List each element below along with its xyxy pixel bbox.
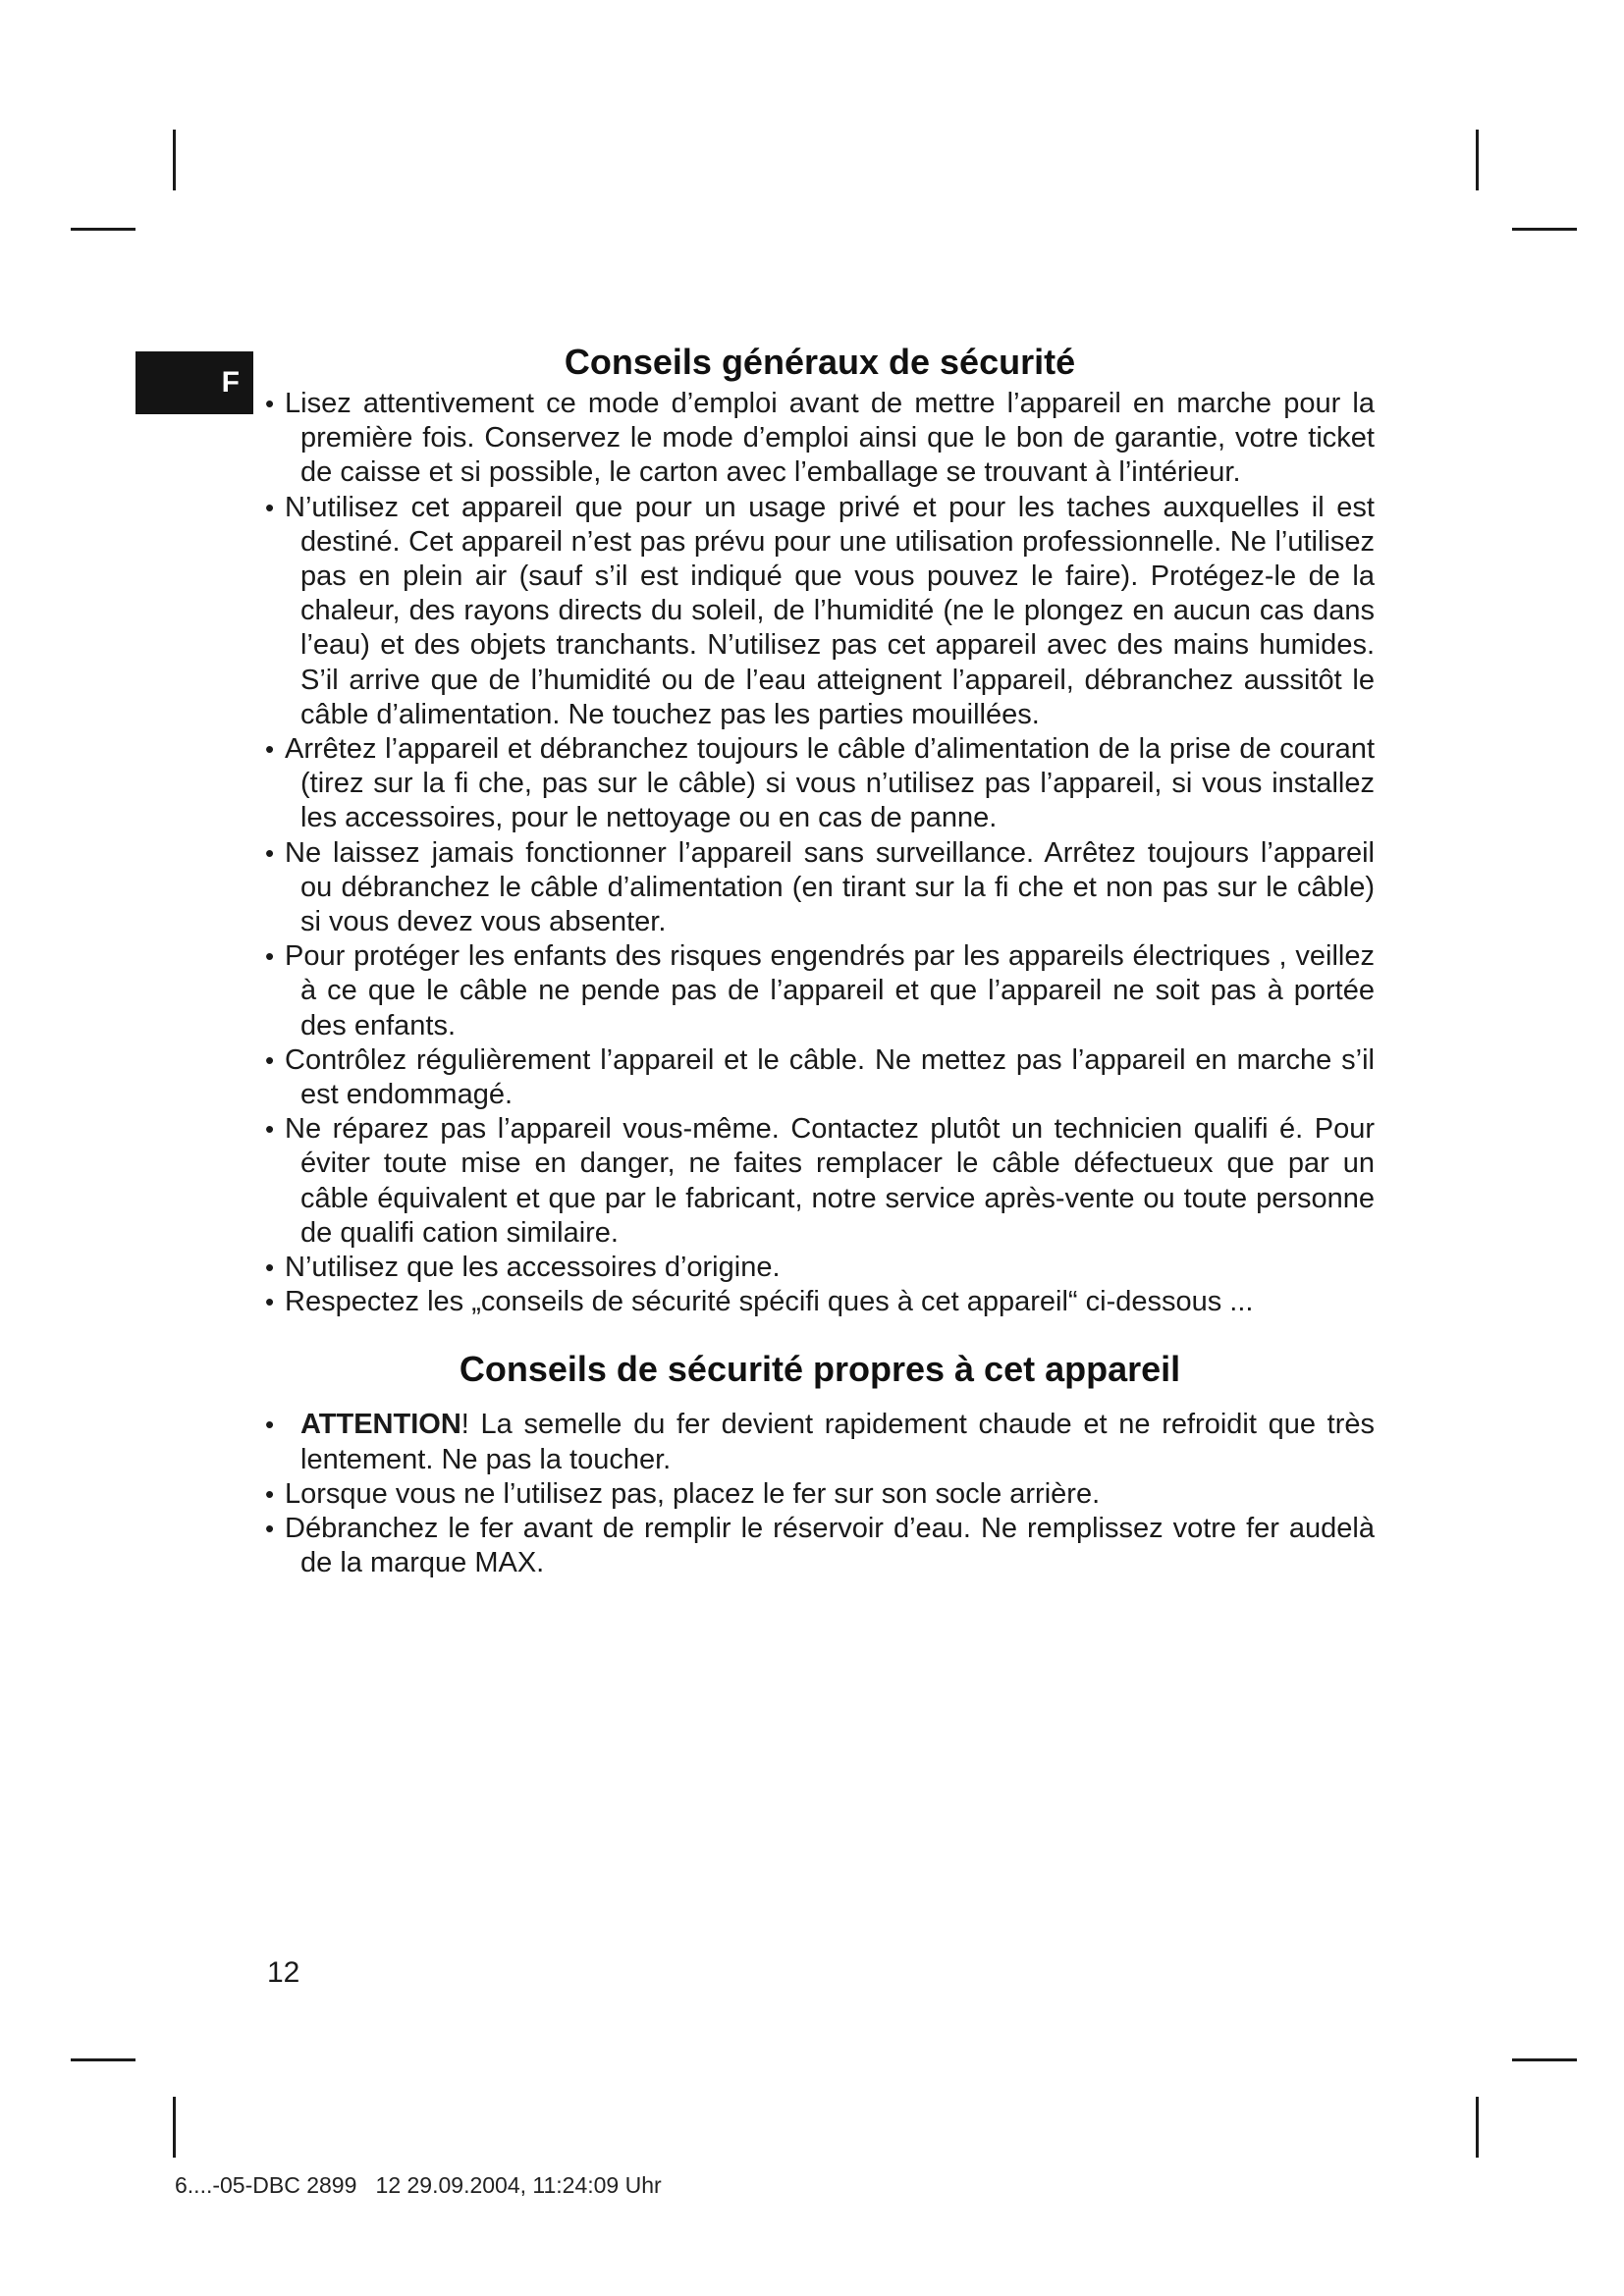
bullet-icon: • [265, 1253, 275, 1283]
list-item [265, 491, 1375, 732]
bullet-icon: • [265, 1044, 275, 1075]
list-item [265, 1112, 1375, 1251]
bullet-icon: • [265, 389, 275, 418]
list-item-text: Lisez attentivement ce mode d’emploi avant de mettre l’appareil en marche pour la première fois. Conservez le mode d’emploi ainsi que le bon de garantie, votre ticket de caisse et si possible, le carton avec l’emballage se trouvant à l’intérieur. [285, 388, 1375, 489]
list-item [265, 939, 1375, 1043]
bullet-icon: • [265, 1114, 275, 1145]
list-item [265, 1251, 1375, 1285]
section-title-specific-safety: Conseils de sécurité propres à cet appareil [459, 1349, 1181, 1390]
section-title-general-safety: Conseils généraux de sécurité [564, 342, 1076, 382]
list-item-text: Contrôlez régulièrement l’appareil et le câble. Ne mettez pas l’appareil en marche s’il est endommagé. [285, 1043, 1375, 1111]
list-item [265, 387, 1375, 491]
bullet-icon: • [265, 734, 275, 765]
crop-mark-bottom-left-horizontal [71, 2058, 135, 2061]
bullet-icon: • [265, 1410, 275, 1440]
language-tab [135, 351, 253, 414]
bullet-icon: • [265, 1287, 275, 1317]
attention-label: ATTENTION [300, 1409, 461, 1441]
list-item [265, 1512, 1375, 1580]
list-item-text: N’utilisez cet appareil que pour un usage privé et pour les taches auxquelles il est destiné. Cet appareil n’est pas prévu pour une utilisation professionnelle. Ne l’utilisez pas en plein air (sauf s’il est indiqué que vous pouvez le faire). Protégez-le de la chaleur, des rayons directs du soleil, de l’humidité (ne le plongez en aucun cas dans l’eau) et des objets tranchants. N’utilisez pas cet appareil avec des mains humides. S’il arrive que de l’humidité ou de l’eau atteignent l’appareil, débranchez aussitôt le câble d’alimentation. Ne touchez pas les parties mouillées. [285, 491, 1375, 730]
list-item-text: Ne laissez jamais fonctionner l’appareil sans surveillance. Arrêtez toujours l’appareil ou débranchez le câble d’alimentation (en tirant sur la fi che et non pas sur le câble) si vous devez vous absenter. [285, 836, 1375, 938]
list-item-text: Lorsque vous ne l’utilisez pas, placez le fer sur son socle arrière. [285, 1477, 1101, 1510]
bullet-icon: • [265, 837, 275, 868]
general-safety-list [265, 387, 1375, 1319]
list-item [265, 1043, 1375, 1112]
list-item [265, 1477, 1375, 1512]
list-item [265, 1285, 1375, 1319]
crop-mark-top-right-horizontal [1512, 228, 1577, 231]
crop-mark-top-left-vertical [173, 130, 176, 190]
print-footer-info: 6....-05-DBC 2899 12 29.09.2004, 11:24:09 Uhr [175, 2172, 662, 2198]
page-content [265, 338, 1375, 1581]
list-item-text: Arrêtez l’appareil et débranchez toujours le câble d’alimentation de la prise de courant (tirez sur la fi che, pas sur le câble) si vous n’utilisez pas l’appareil, si vous installez les accessoires, pour le nettoyage ou en cas de panne. [285, 733, 1375, 834]
bullet-icon: • [265, 941, 275, 972]
list-item-text: Respectez les „conseils de sécurité spécifi ques à cet appareil“ ci-dessous ... [285, 1286, 1254, 1318]
list-item-text: N’utilisez que les accessoires d’origine. [285, 1252, 781, 1284]
list-item-text: Débranchez le fer avant de remplir le réservoir d’eau. Ne remplissez votre fer audelà de la marque MAX. [285, 1513, 1375, 1579]
list-item [265, 732, 1375, 836]
bullet-icon: • [265, 1514, 275, 1544]
crop-mark-top-right-vertical [1476, 130, 1479, 190]
crop-mark-bottom-left-vertical [173, 2097, 176, 2158]
list-item-attention [265, 1408, 1375, 1476]
attention-text: ! La semelle du fer devient rapidement chaude et ne refroidit que très lentement. Ne pas la toucher. [300, 1409, 1375, 1475]
crop-mark-bottom-right-vertical [1476, 2097, 1479, 2158]
crop-mark-bottom-right-horizontal [1512, 2058, 1577, 2061]
page-number: 12 [267, 1956, 300, 1989]
bullet-icon: • [265, 1478, 275, 1509]
language-tab-label: F [221, 366, 240, 399]
crop-mark-top-left-horizontal [71, 228, 135, 231]
list-item [265, 836, 1375, 940]
list-item-text: Pour protéger les enfants des risques engendrés par les appareils électriques , veillez à ce que le câble ne pende pas de l’appareil et que l’appareil ne soit pas à portée des enfants. [285, 940, 1375, 1041]
specific-safety-list [265, 1408, 1375, 1580]
list-item-text: Ne réparez pas l’appareil vous-même. Contactez plutôt un technicien qualifi é. Pour éviter toute mise en danger, ne faites remplacer le câble défectueux que par un câble équivalent et que par le fabricant, notre service après-vente ou toute personne de qualifi cation similaire. [285, 1113, 1375, 1249]
bullet-icon: • [265, 492, 275, 522]
